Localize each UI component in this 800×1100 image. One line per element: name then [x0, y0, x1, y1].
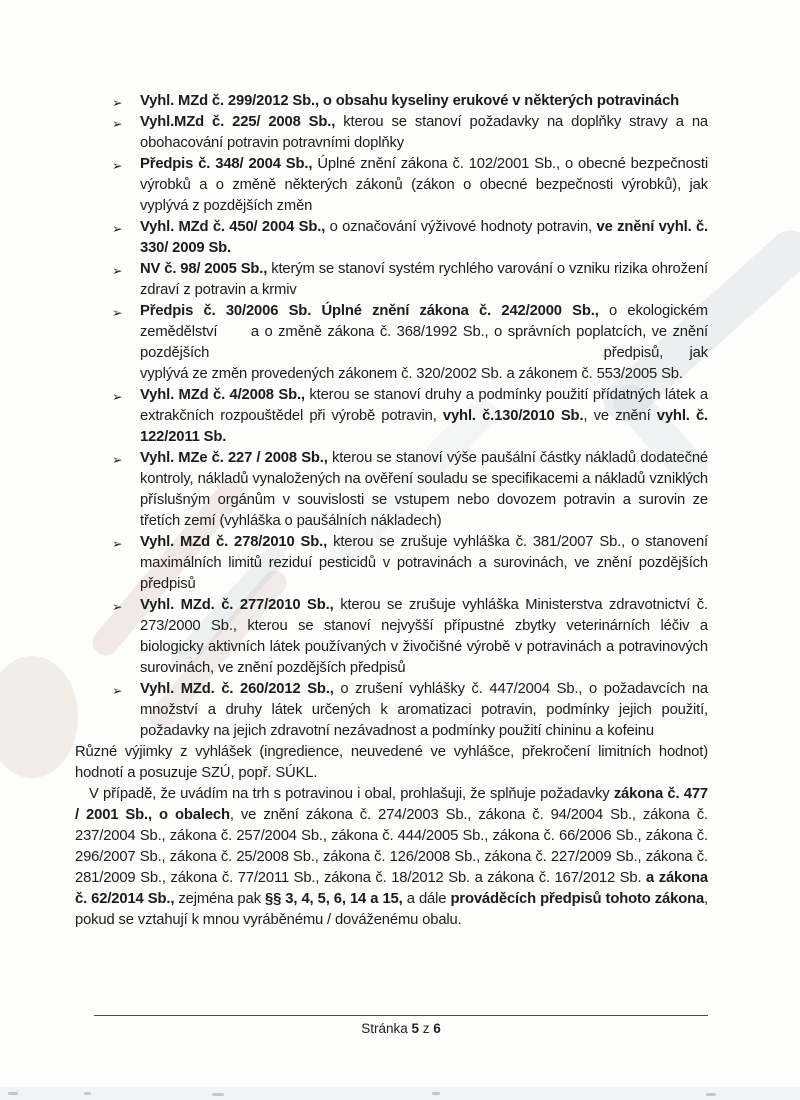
scan-artifact	[84, 1092, 91, 1095]
list-item	[75, 595, 708, 679]
paragraph: Různé výjimky z vyhlášek (ingredience, neuvedené ve vyhlášce, překročení limitních hodnot) hodnotí a posuzuje SZÚ, popř. SÚKL.	[75, 744, 708, 781]
list-item-text: Předpis č. 348/ 2004 Sb., Úplné znění zákona č. 102/2001 Sb., o obecné bezpečnosti výrobků a o změně některých zákonů (zákon o obecné bezpečnosti výrobků), jak vyplývá z pozdějších změn	[140, 156, 708, 214]
scan-artifact	[8, 1092, 18, 1095]
list-item	[75, 532, 708, 595]
list-item-text: Vyhl. MZd č. 450/ 2004 Sb., o označování výživové hodnoty potravin, ve znění vyhl. č. 330/ 2009 Sb.	[140, 219, 709, 256]
list-item-text: Vyhl. MZd č. 278/2010 Sb., kterou se zrušuje vyhláška č. 381/2007 Sb., o stanovení maximálních limitů reziduí pesticidů v potravinách a surovinách, ve znění pozdějších předpisů	[140, 534, 708, 592]
list-item	[75, 385, 708, 448]
paragraphs	[75, 742, 708, 931]
justification-gap	[209, 356, 577, 357]
footer-divider	[94, 1015, 708, 1036]
bullet-arrow-icon: ➢	[112, 95, 123, 110]
bullet-arrow-icon: ➢	[112, 683, 123, 698]
scan-artifact	[432, 1092, 440, 1095]
list-item	[75, 217, 708, 259]
list-item-text: Vyhl.MZd č. 225/ 2008 Sb., kterou se stanoví požadavky na doplňky stravy a na obohacování potravin potravními doplňky	[140, 114, 708, 151]
list-item	[75, 259, 708, 301]
list-item-text: Vyhl. MZd. č. 277/2010 Sb., kterou se zrušuje vyhláška Ministerstva zdravotnictví č. 273/2000 Sb., kterou se stanoví nejvyšší přípustné zbytky veterinárních léčiv a biologicky aktivních látek používaných v živočišné výrobě v potravinách a potravinových surovinách, ve znění pozdějších předpisů	[140, 597, 708, 676]
list-item	[75, 112, 708, 154]
list-item-text: Předpis č. 30/2006 Sb. Úplné znění zákona č. 242/2000 Sb., o ekologickém zemědělství a o změně zákona č. 368/1992 Sb., o správních poplatcích, ve znění pozdějších předpisů, jak vyplývá ze změn provedených zákonem č. 320/2002 Sb. a zákonem č. 553/2005 Sb.	[140, 303, 708, 382]
bullet-arrow-icon: ➢	[112, 116, 123, 131]
bullet-arrow-icon: ➢	[112, 452, 123, 467]
list-item-text: Vyhl. MZd. č. 260/2012 Sb., o zrušení vyhlášky č. 447/2004 Sb., o požadavcích na množství a druhy látek určených k aromatizaci potravin, podmínky jejich použití, požadavky na jejich zdravotní nezávadnost a podmínky použití chininu a kofeinu	[140, 681, 708, 739]
list-item	[75, 91, 708, 112]
list-item	[75, 154, 708, 217]
bullet-arrow-icon: ➢	[112, 158, 123, 173]
bullet-arrow-icon: ➢	[112, 263, 123, 278]
document-body	[75, 91, 708, 931]
scan-artifact	[706, 1093, 716, 1096]
list-item-text: NV č. 98/ 2005 Sb., kterým se stanoví systém rychlého varování o vzniku rizika ohrožení zdraví z potravin a krmiv	[140, 261, 708, 298]
footer-page-label: Stránka 5 z 6	[361, 1021, 441, 1036]
list-item	[75, 301, 708, 385]
list-item-text: Vyhl. MZe č. 227 / 2008 Sb., kterou se stanoví výše paušální částky nákladů dodatečné kontroly, nákladů vynaložených na ověření souladu se specifikacemi a nákladů vzniklých příslušným orgánům v souvislosti se vstupem nebo dovozem potravin a surovin ze třetích zemí (vyhláška o paušálních nákladech)	[140, 450, 708, 529]
bullet-arrow-icon: ➢	[112, 305, 123, 320]
bullet-arrow-icon: ➢	[112, 389, 123, 404]
bullet-arrow-icon: ➢	[112, 536, 123, 551]
bullet-arrow-icon: ➢	[112, 221, 123, 236]
scan-artifact	[212, 1093, 224, 1096]
paragraph: V případě, že uvádím na trh s potravinou i obal, prohlašuji, že splňuje požadavky zákona č. 477 / 2001 Sb., o obalech, ve znění zákona č. 274/2003 Sb., zákona č. 94/2004 Sb., zákona č. 237/2004 Sb., zákona č. 257/2004 Sb., zákona č. 444/2005 Sb., zákona č. 66/2006 Sb., zákona č. 296/2007 Sb., zákona č. 25/2008 Sb., zákona č. 126/2008 Sb., zákona č. 227/2009 Sb., zákona č. 281/2009 Sb., zákona č. 77/2011 Sb., zákona č. 18/2012 Sb. a zákona č. 167/2012 Sb. a zákona č. 62/2014 Sb., zejména pak §§ 3, 4, 5, 6, 14 a 15, a dále prováděcích předpisů tohoto zákona, pokud se vztahují k mnou vyráběnému / dováženému obalu.	[75, 786, 709, 928]
regulation-list	[75, 91, 708, 742]
scan-edge-strip	[0, 1087, 800, 1100]
list-item-text: Vyhl. MZd č. 299/2012 Sb., o obsahu kyseliny erukové v některých potravinách	[140, 93, 680, 109]
watermark-blob	[0, 656, 78, 778]
list-item	[75, 448, 708, 532]
list-item	[75, 679, 708, 742]
bullet-arrow-icon: ➢	[112, 599, 123, 614]
list-item-text: Vyhl. MZd č. 4/2008 Sb., kterou se stanoví druhy a podmínky použití přídatných látek a extrakčních rozpouštědel při výrobě potravin, vyhl. č.130/2010 Sb., ve znění vyhl. č. 122/2011 Sb.	[140, 387, 708, 445]
